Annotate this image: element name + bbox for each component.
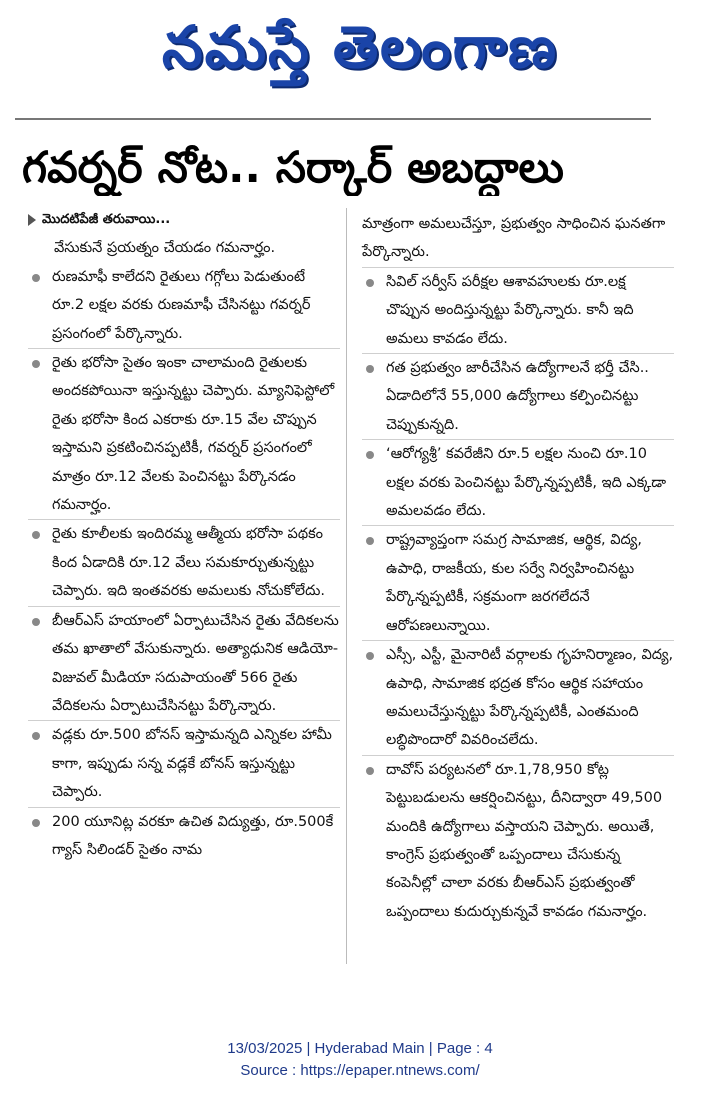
bullet-item: రుణమాఫీ కాలేదని రైతులు గగ్గోలు పెడుతుంటే రూ.2 లక్షల వరకు రుణమాఫీ చేసినట్టు గవర్నర్ ప్రసంగంలో పేర్కొన్నారు. [28, 263, 340, 348]
intro-paragraph: వేసుకునే ప్రయత్నం చేయడం గమనార్హం. [54, 240, 276, 257]
newspaper-logo: నమస్తే తెలంగాణ [162, 12, 558, 81]
bullet-icon [366, 767, 374, 775]
bullet-icon [32, 819, 40, 827]
article-headline: గవర్నర్ నోట.. సర్కార్ అబద్ధాలు [22, 143, 564, 193]
right-intro-paragraph: మాత్రంగా అమలుచేస్తూ, ప్రభుత్వం సాధించిన ఘనతగా పేర్కొన్నారు. [362, 216, 666, 261]
article-column-left [28, 206, 340, 864]
bullet-icon [32, 732, 40, 740]
page-footer [0, 1038, 720, 1082]
masthead-divider [15, 118, 651, 120]
bullet-icon [366, 652, 374, 660]
bullet-item: దావోస్ పర్యటనలో రూ.1,78,950 కోట్ల పెట్టుబడులను ఆకర్షించినట్టు, దీనిద్వారా 49,500 మందికి ఉద్యోగాలు వస్తాయని చెప్పారు. అయితే, కాంగ్రెస్ ప్రభుత్వంతో ఒప్పందాలు చేసుకున్న కంపెనీల్లో చాలా వరకు బీఆర్ఎస్ ప్రభుత్వంతో ఒప్పందాలు కుదుర్చుకున్నవే కావడం గమనార్హం. [362, 755, 674, 926]
bullet-item: ‘ఆరోగ్యశ్రీ’ కవరేజీని రూ.5 లక్షల నుంచి రూ.10 లక్షల వరకు పెంచినట్టు పేర్కొన్నప్పటికీ, ఇది ఎక్కడా అమలవడం లేదు. [362, 439, 674, 525]
column-divider [346, 208, 347, 964]
bullet-icon [366, 365, 374, 373]
bullet-icon [32, 274, 40, 282]
bullet-item: గత ప్రభుత్వం జారీచేసిన ఉద్యోగాలనే భర్తీ చేసి.. ఏడాదిలోనే 55,000 ఉద్యోగాలు కల్పించినట్టు చెప్పుకున్నది. [362, 353, 674, 439]
continued-label: మొదటిపేజీ తరువాయి... [42, 212, 171, 227]
arrow-right-icon [28, 214, 36, 226]
bullet-icon [366, 279, 374, 287]
bullet-item: రైతు కూలీలకు ఇందిరమ్మ ఆత్మీయ భరోసా పథకం కింద ఏడాదికి రూ.12 వేలు సమకూర్చుతున్నట్టు చెప్పారు. ఇది ఇంతవరకు అమలుకు నోచుకోలేదు. [28, 519, 340, 605]
bullet-item: రైతు భరోసా సైతం ఇంకా చాలామంది రైతులకు అందకపోయినా ఇస్తున్నట్టు చెప్పారు. మ్యానిఫెస్టోలో రైతు భరోసా కింద ఎకరాకు రూ.15 వేల చొప్పున ఇస్తామని ప్రకటించినప్పటికీ, గవర్నర్ ప్రసంగంలో మాత్రం రూ.12 వేలకు పెంచినట్టు పేర్కొనడం గమనార్హం. [28, 348, 340, 519]
masthead [0, 0, 720, 108]
source-link[interactable]: Source : https://epaper.ntnews.com/ [240, 1062, 480, 1079]
bullet-icon [366, 451, 374, 459]
edition-info: 13/03/2025 | Hyderabad Main | Page : 4 [227, 1040, 493, 1057]
bullet-icon [32, 360, 40, 368]
bullet-item: సివిల్ సర్వీస్ పరీక్షల ఆశావహులకు రూ.లక్ష చొప్పున అందిస్తున్నట్టు పేర్కొన్నారు. కానీ ఇది అమలు కావడం లేదు. [362, 267, 674, 353]
bullet-icon [32, 618, 40, 626]
bullet-item: బీఆర్ఎస్ హయాంలో ఏర్పాటుచేసిన రైతు వేదికలను తమ ఖాతాలో వేసుకున్నారు. అత్యాధునిక ఆడియో-విజువల్ మీడియా సదుపాయంతో 566 రైతు వేదికలను ఏర్పాటుచేసినట్టు పేర్కొన్నారు. [28, 606, 340, 721]
continued-marker [28, 206, 340, 234]
bullet-item: రాష్ట్రవ్యాప్తంగా సమగ్ర సామాజిక, ఆర్థిక, విద్య, ఉపాధి, రాజకీయ, కుల సర్వే నిర్వహించినట్టు పేర్కొన్నప్పటికీ, సక్రమంగా జరగలేదనే ఆరోపణలున్నాయి. [362, 525, 674, 640]
bullet-icon [32, 531, 40, 539]
article-column-right [362, 210, 674, 926]
bullet-item: 200 యూనిట్ల వరకూ ఉచిత విద్యుత్తు, రూ.500కే గ్యాస్ సిలిండర్ సైతం నామ [28, 807, 340, 865]
bullet-item: వడ్లకు రూ.500 బోనస్ ఇస్తామన్నది ఎన్నికల హామీ కాగా, ఇప్పుడు సన్న వడ్లకే బోనస్ ఇస్తున్నట్టు చెప్పారు. [28, 720, 340, 806]
bullet-item: ఎస్సీ, ఎస్టీ, మైనారిటీ వర్గాలకు గృహనిర్మాణం, విద్య, ఉపాధి, సామాజిక భద్రత కోసం ఆర్థిక సహాయం అమలుచేస్తున్నట్టు పేర్కొన్నప్పటికీ, ఎంతమంది లబ్ధిపొందారో వివరించలేదు. [362, 640, 674, 755]
bullet-icon [366, 537, 374, 545]
